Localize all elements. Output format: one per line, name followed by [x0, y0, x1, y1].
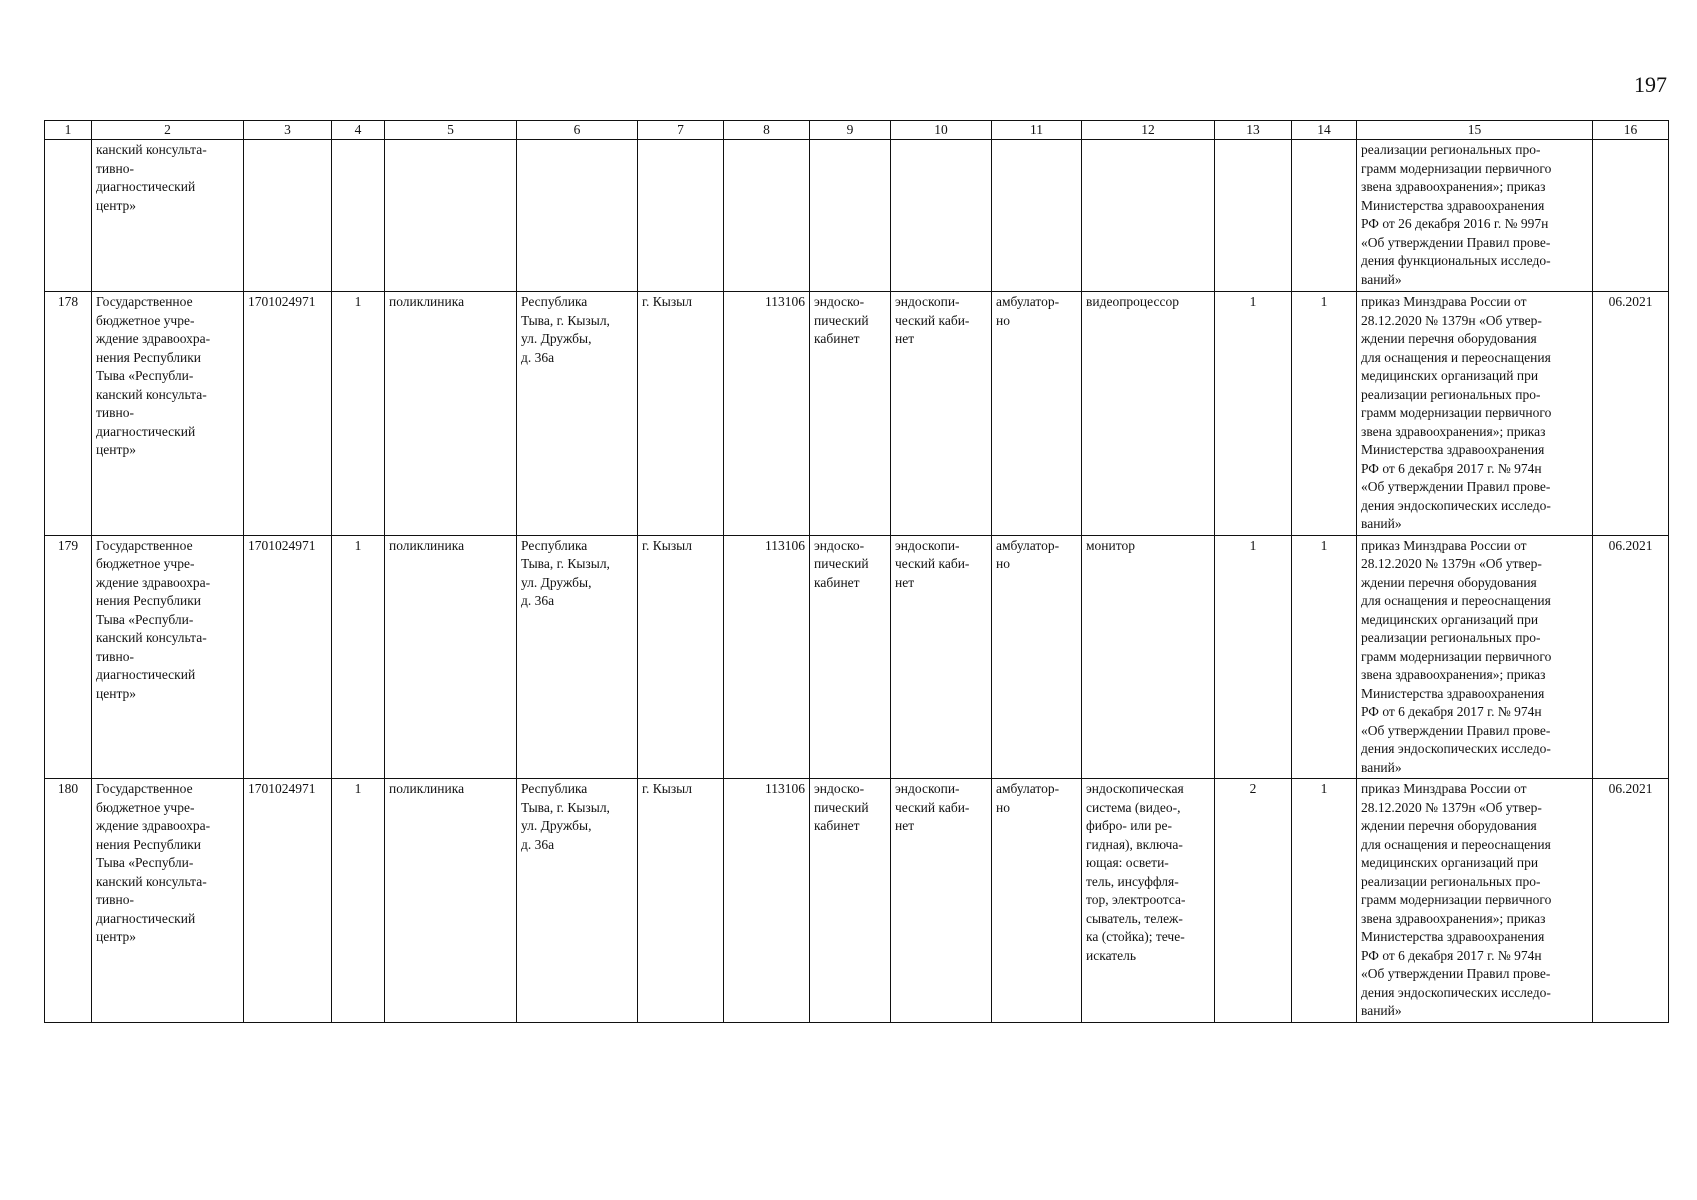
- quantity: 1: [1215, 535, 1292, 779]
- organization-name: Государственное бюджетное учре- ждение здравоохра- нения Республики Тыва «Республи- канский консульта- тивно- диагностический центр»: [92, 779, 244, 1023]
- legal-basis: приказ Минздрава России от 28.12.2020 № 1379н «Об утвер- ждении перечня оборудования для оснащения и переоснащения медицинских организаций при реализации региональных про- грамм модернизации первичного звена здравоохранения»; приказ Министерства здравоохранения РФ от 6 декабря 2017 г. № 974н «Об утверждении Правил прове- дения эндоскопических исследо- ваний»: [1357, 292, 1593, 536]
- continuation-row: [45, 140, 1669, 292]
- city: г. Кызыл: [638, 779, 724, 1023]
- cell-empty: [517, 140, 638, 292]
- quantity-2: 1: [1292, 535, 1357, 779]
- column-number: 12: [1082, 121, 1215, 140]
- facility-type: поликлиника: [385, 779, 517, 1023]
- organization-name-continued: канский консульта- тивно- диагностический центр»: [92, 140, 244, 292]
- cell-empty: [1292, 140, 1357, 292]
- cell-empty: [992, 140, 1082, 292]
- col4-value: 1: [332, 779, 385, 1023]
- column-number: 4: [332, 121, 385, 140]
- column-number: 14: [1292, 121, 1357, 140]
- column-number: 10: [891, 121, 992, 140]
- code: 113106: [724, 535, 810, 779]
- table-row: [45, 535, 1669, 779]
- column-number: 1: [45, 121, 92, 140]
- inn: 1701024971: [244, 779, 332, 1023]
- inn: 1701024971: [244, 292, 332, 536]
- row-number: 179: [45, 535, 92, 779]
- date: 06.2021: [1593, 535, 1669, 779]
- column-number: 5: [385, 121, 517, 140]
- row-number: 180: [45, 779, 92, 1023]
- cell-empty: [332, 140, 385, 292]
- equipment-name: эндоскопическая система (видео-, фибро- или ре- гидная), включа- ющая: освети- тель, инсуффля- тор, электроотса- сыватель, тележ- ка (стойка); тече- искатель: [1082, 779, 1215, 1023]
- legal-basis-continued: реализации региональных про- грамм модернизации первичного звена здравоохранения»; приказ Министерства здравоохранения РФ от 26 декабря 2016 г. № 997н «Об утверждении Правил прове- дения функциональных исследо- ваний»: [1357, 140, 1593, 292]
- column-number: 8: [724, 121, 810, 140]
- facility-type: поликлиника: [385, 292, 517, 536]
- table-row: [45, 779, 1669, 1023]
- column-number: 16: [1593, 121, 1669, 140]
- date: 06.2021: [1593, 292, 1669, 536]
- organization-name: Государственное бюджетное учре- ждение здравоохра- нения Республики Тыва «Республи- канский консульта- тивно- диагностический центр»: [92, 292, 244, 536]
- page-number: 197: [1634, 72, 1667, 97]
- table-row: [45, 292, 1669, 536]
- column-number: 7: [638, 121, 724, 140]
- room: эндоскопи- ческий каби- нет: [891, 779, 992, 1023]
- date: 06.2021: [1593, 779, 1669, 1023]
- cell-empty: [244, 140, 332, 292]
- unit: эндоско- пический кабинет: [810, 535, 891, 779]
- legal-basis: приказ Минздрава России от 28.12.2020 № 1379н «Об утвер- ждении перечня оборудования для оснащения и переоснащения медицинских организаций при реализации региональных про- грамм модернизации первичного звена здравоохранения»; приказ Министерства здравоохранения РФ от 6 декабря 2017 г. № 974н «Об утверждении Правил прове- дения эндоскопических исследо- ваний»: [1357, 535, 1593, 779]
- inn: 1701024971: [244, 535, 332, 779]
- equipment-name: монитор: [1082, 535, 1215, 779]
- cell-empty: [1082, 140, 1215, 292]
- cell-empty: [724, 140, 810, 292]
- room: эндоскопи- ческий каби- нет: [891, 535, 992, 779]
- cell-empty: [385, 140, 517, 292]
- column-number: 3: [244, 121, 332, 140]
- unit: эндоско- пический кабинет: [810, 779, 891, 1023]
- code: 113106: [724, 292, 810, 536]
- legal-basis: приказ Минздрава России от 28.12.2020 № 1379н «Об утвер- ждении перечня оборудования для оснащения и переоснащения медицинских организаций при реализации региональных про- грамм модернизации первичного звена здравоохранения»; приказ Министерства здравоохранения РФ от 6 декабря 2017 г. № 974н «Об утверждении Правил прове- дения эндоскопических исследо- ваний»: [1357, 779, 1593, 1023]
- room: эндоскопи- ческий каби- нет: [891, 292, 992, 536]
- cell-empty: [810, 140, 891, 292]
- address: Республика Тыва, г. Кызыл, ул. Дружбы, д. 36а: [517, 779, 638, 1023]
- column-number: 6: [517, 121, 638, 140]
- cell-empty: [1593, 140, 1669, 292]
- cell-empty: [638, 140, 724, 292]
- equipment-table: [44, 120, 1669, 1023]
- row-number: 178: [45, 292, 92, 536]
- city: г. Кызыл: [638, 535, 724, 779]
- col4-value: 1: [332, 535, 385, 779]
- unit: эндоско- пический кабинет: [810, 292, 891, 536]
- equipment-name: видеопроцессор: [1082, 292, 1215, 536]
- cell-empty: [45, 140, 92, 292]
- quantity-2: 1: [1292, 292, 1357, 536]
- column-number: 15: [1357, 121, 1593, 140]
- column-number-row: [45, 121, 1669, 140]
- code: 113106: [724, 779, 810, 1023]
- care-mode: амбулатор- но: [992, 779, 1082, 1023]
- cell-empty: [891, 140, 992, 292]
- care-mode: амбулатор- но: [992, 292, 1082, 536]
- column-number: 2: [92, 121, 244, 140]
- address: Республика Тыва, г. Кызыл, ул. Дружбы, д. 36а: [517, 535, 638, 779]
- address: Республика Тыва, г. Кызыл, ул. Дружбы, д. 36а: [517, 292, 638, 536]
- column-number: 9: [810, 121, 891, 140]
- care-mode: амбулатор- но: [992, 535, 1082, 779]
- column-number: 11: [992, 121, 1082, 140]
- column-number: 13: [1215, 121, 1292, 140]
- col4-value: 1: [332, 292, 385, 536]
- organization-name: Государственное бюджетное учре- ждение здравоохра- нения Республики Тыва «Республи- канский консульта- тивно- диагностический центр»: [92, 535, 244, 779]
- quantity: 2: [1215, 779, 1292, 1023]
- quantity: 1: [1215, 292, 1292, 536]
- city: г. Кызыл: [638, 292, 724, 536]
- quantity-2: 1: [1292, 779, 1357, 1023]
- facility-type: поликлиника: [385, 535, 517, 779]
- cell-empty: [1215, 140, 1292, 292]
